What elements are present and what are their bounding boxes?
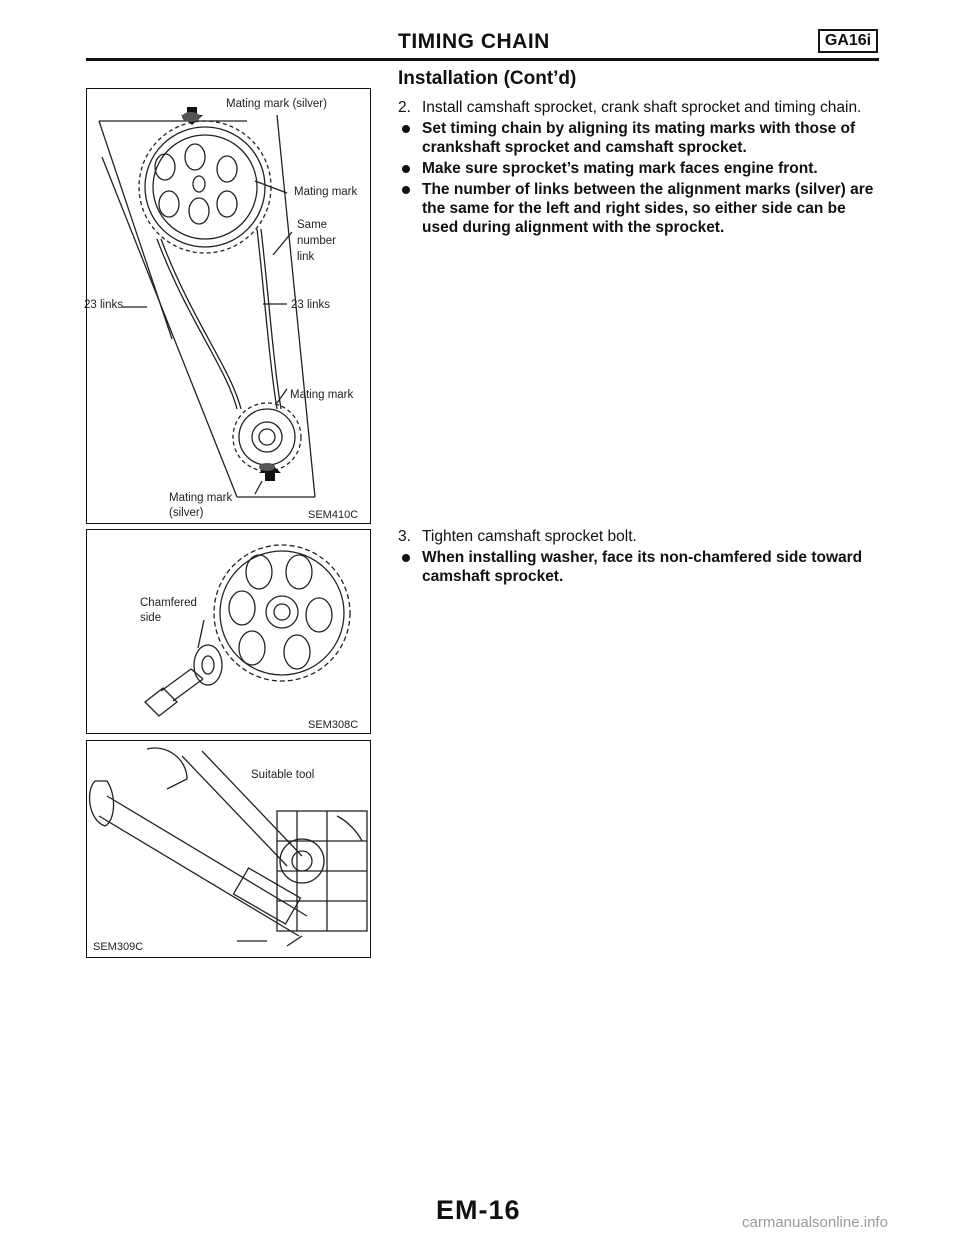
step-2	[398, 98, 880, 117]
bullet-item	[398, 548, 880, 586]
step-3	[398, 527, 880, 546]
label-link: link	[297, 251, 315, 263]
label-mating-mark-bottom: Mating mark	[169, 492, 233, 504]
bullet-item	[398, 159, 880, 178]
label-number: number	[297, 235, 336, 247]
page-header-title: TIMING CHAIN	[398, 30, 550, 53]
step-number: 3.	[398, 528, 411, 545]
label-mating-mark-silver: Mating mark (silver)	[226, 98, 327, 110]
figure-code: SEM410C	[308, 509, 359, 521]
bullet-dot-icon	[402, 125, 410, 133]
bullet-dot-icon	[402, 165, 410, 173]
bullet-text: The number of links between the alignment marks (silver) are the same for the left and right sides, so either side can be used during alignment with the sprocket.	[422, 181, 874, 236]
step-text: Tighten camshaft sprocket bolt.	[422, 528, 637, 545]
figure-code: SEM308C	[308, 719, 359, 731]
step-number: 2.	[398, 99, 411, 116]
figure-suitable-tool	[86, 740, 371, 958]
label-silver: (silver)	[169, 507, 204, 519]
figure-timing-chain	[86, 88, 371, 524]
bullet-item	[398, 180, 880, 237]
bullet-dot-icon	[402, 554, 410, 562]
figure-camshaft-sprocket	[86, 529, 371, 734]
bullet-text: Set timing chain by aligning its mating marks with those of crankshaft sprocket and camshaft sprocket.	[422, 120, 856, 156]
label-mating-mark-lower: Mating mark	[290, 389, 354, 401]
step-text: Install camshaft sprocket, crank shaft sprocket and timing chain.	[422, 99, 862, 116]
figure-code: SEM309C	[93, 941, 144, 953]
watermark: carmanualsonline.info	[742, 1214, 888, 1231]
header-rule	[86, 58, 879, 61]
camshaft-sprocket-illustration	[87, 530, 372, 735]
label-suitable-tool: Suitable tool	[251, 769, 315, 781]
page-number: EM-16	[436, 1195, 521, 1225]
label-mating-mark: Mating mark	[294, 186, 358, 198]
step-2-block	[398, 98, 880, 237]
bullet-item	[398, 119, 880, 157]
bullet-text: When installing washer, face its non-chamfered side toward camshaft sprocket.	[422, 549, 863, 585]
label-chamfered: Chamfered	[140, 597, 197, 609]
label-side: side	[140, 612, 162, 624]
engine-badge: GA16i	[818, 29, 878, 53]
bullet-text: Make sure sprocket’s mating mark faces engine front.	[422, 160, 818, 177]
step-3-block	[398, 527, 880, 586]
tool-illustration	[87, 741, 372, 959]
label-23-links-right: 23 links	[291, 299, 330, 311]
bullet-dot-icon	[402, 186, 410, 194]
label-same: Same	[297, 219, 328, 231]
label-23-links-left: 23 links	[84, 299, 123, 311]
section-title: Installation (Cont’d)	[398, 68, 577, 89]
